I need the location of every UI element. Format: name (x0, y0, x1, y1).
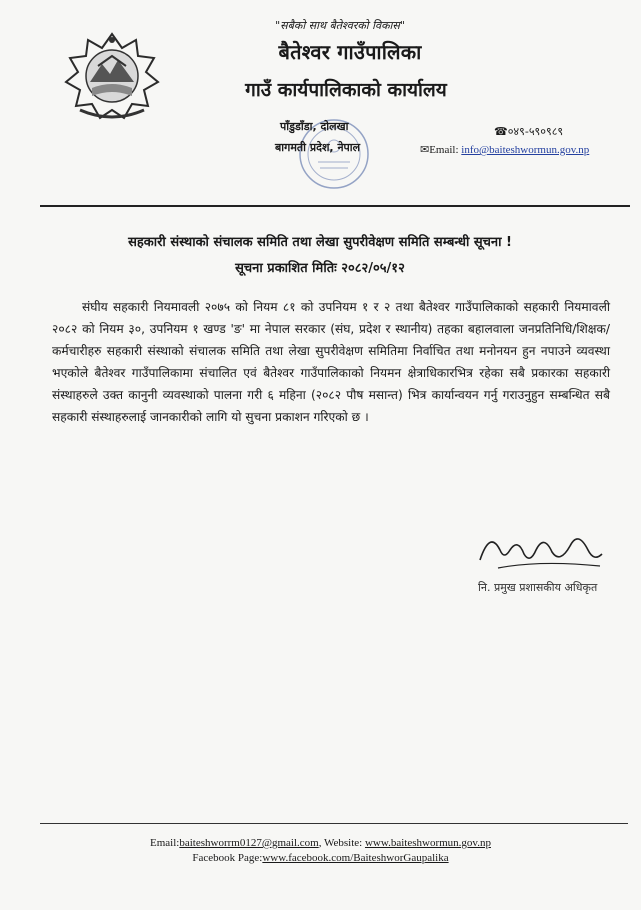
office-subtitle: गाउँ कार्यपालिकाको कार्यालय (245, 79, 447, 101)
footer-facebook-label: Facebook Page: (192, 852, 263, 864)
signature (470, 520, 610, 580)
footer-contact-line (0, 837, 641, 849)
phone-number: ☎०४९-५९०९८९ (494, 125, 564, 138)
footer-website-label: , Website: (318, 837, 365, 849)
nepal-emblem-logo (62, 30, 162, 122)
footer-email-label: Email: (150, 837, 180, 849)
footer-website-link[interactable]: www.baiteshwormun.gov.np (364, 837, 491, 849)
notice-title: सहकारी संस्थाको संचालक समिति तथा लेखा सुपरीवेक्षण समिति सम्बन्धी सूचना ! (128, 235, 512, 250)
header-divider (40, 205, 630, 207)
footer-divider (40, 823, 628, 824)
address-line-2: बागमती प्रदेश, नेपाल (275, 141, 361, 154)
office-name: बैतेश्वर गाउँपालिका (278, 40, 422, 64)
signatory-title: नि. प्रमुख प्रशासकीय अधिकृत (478, 581, 598, 594)
address-line-1: पाँडुडाँडा, दोलखा (280, 120, 349, 133)
header-email-line (420, 143, 589, 156)
footer-email-link[interactable]: baiteshworrm0127@gmail.com (179, 837, 319, 849)
footer-facebook-line (0, 852, 641, 864)
header-email-link[interactable]: info@baiteshwormun.gov.np (461, 144, 590, 156)
published-date: सूचना प्रकाशित मितिः २०८२/०५/१२ (235, 261, 405, 276)
motto: "सबैको साथ बैतेश्वरको विकास" (275, 19, 405, 32)
email-label: ✉Email: (420, 144, 462, 156)
notice-body: संघीय सहकारी नियमावली २०७५ को नियम ८१ को उपनियम १ र २ तथा बैतेश्वर गाउँपालिकाको सहकारी नियमावली २०८२ को नियम ३०, उपनियम १ खण्ड 'ङ' मा नेपाल सरकार (संघ, प्रदेश र स्थानीय) तहका बहालवाला जनप्रतिनिधि/शिक्षक/कर्मचारीहरु सहकारी संस्थाको संचालक समिति तथा लेखा सुपरीवेक्षण समितिमा निर्वाचित तथा मनोनयन हुन नपाउने व्यवस्था भएकोले बैतेश्वर गाउँपालिकामा संचालित एवं बैतेश्वर गाउँपालिकाको नियमन क्षेत्राधिकारभित्र रहेका सबै प्रकारका सहकारी संस्थाहरुले उक्त कानुनी व्यवस्थाको पालना गरी ६ महिना (२०८२ पौष मसान्त) भित्र कार्यान्वयन गर्नु गराउनुहुन सम्बन्धित सबै सहकारी संस्थाहरुलाई जानकारीको लागि यो सुचना प्रकाशन गरिएको छ । (52, 300, 610, 424)
footer-facebook-link[interactable]: www.facebook.com/BaiteshworGaupalika (262, 852, 449, 864)
